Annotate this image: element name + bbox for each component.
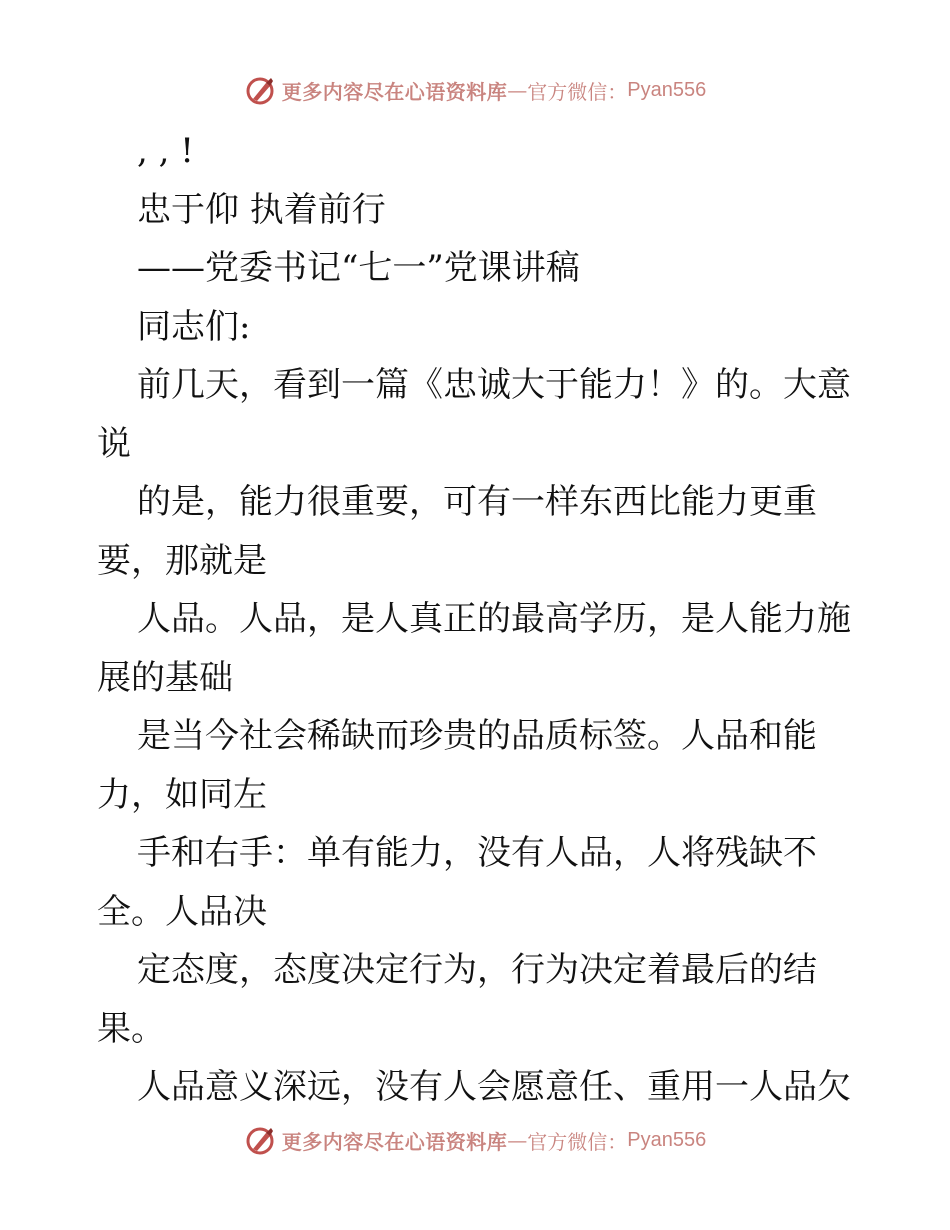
text-line: 说 <box>97 423 131 464</box>
footer-banner <box>0 1120 950 1160</box>
text-line: 人品意义深远，没有人会愿意任、重用一人品欠 <box>137 1067 851 1107</box>
pen-nib-circle-icon <box>244 74 276 106</box>
document-subtitle: ——党委书记“七一”党课讲稿 <box>137 248 580 288</box>
text-line: 前几天，看到一篇《忠诚大于能力！》的。大意 <box>137 365 851 405</box>
pen-nib-circle-icon <box>244 1124 276 1156</box>
banner-wechat-label: 官方微信： <box>527 79 628 104</box>
text-line: 定态度，态度决定行为，行为决定着最后的结 <box>137 950 817 990</box>
document-title: 忠于仰 执着前行 <box>137 189 386 230</box>
header-banner <box>0 70 950 110</box>
document-body <box>97 122 857 1117</box>
salutation: 同志们: <box>137 306 251 347</box>
text-line: 人品。人品，是人真正的最高学历，是人能力施 <box>137 599 851 639</box>
text-line: 展的基础 <box>97 657 233 698</box>
banner-wechat-id: Pyan556 <box>627 1128 707 1151</box>
text-line: 力，如同左 <box>97 774 267 815</box>
banner-dash: — <box>507 78 528 102</box>
text-line: 是当今社会稀缺而珍贵的品质标签。人品和能 <box>137 716 817 756</box>
banner-wechat-label: 官方微信： <box>527 1129 628 1154</box>
text-line: , , ! <box>137 131 194 171</box>
text-line: 手和右手：单有能力，没有人品，人将残缺不 <box>137 833 817 873</box>
text-line: 的是，能力很重要，可有一样东西比能力更重 <box>137 482 817 522</box>
banner-dash: — <box>507 1128 528 1152</box>
text-line: 果。 <box>97 1008 165 1049</box>
banner-title: 更多内容尽在心语资料库 <box>281 79 508 104</box>
banner-title: 更多内容尽在心语资料库 <box>281 1129 508 1154</box>
banner-wechat-id: Pyan556 <box>627 78 707 101</box>
text-line: 全。人品决 <box>97 891 267 932</box>
text-line: 要，那就是 <box>97 540 267 581</box>
